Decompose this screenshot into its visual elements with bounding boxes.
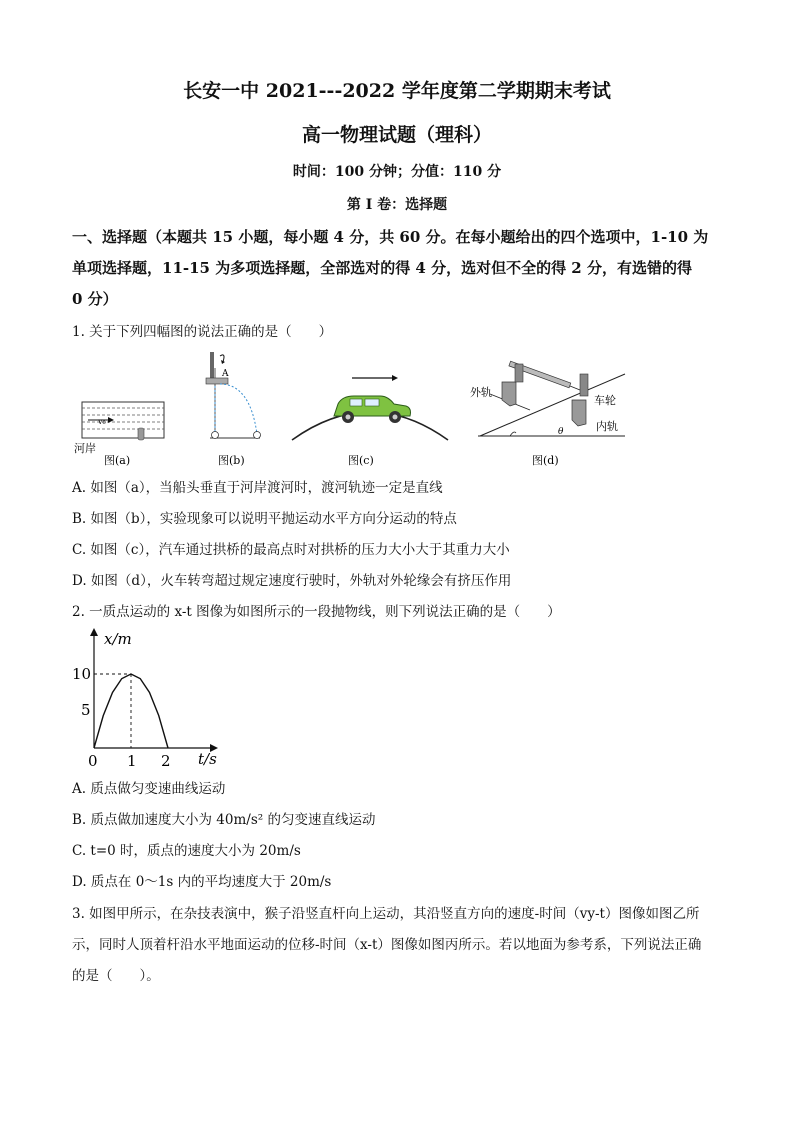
exam-subtitle: 高一物理试题（理科）	[301, 124, 492, 146]
figure-a	[74, 402, 164, 467]
boat-icon	[138, 428, 144, 440]
q1-option-d: D. 如图（d），火车转弯超过规定速度行驶时，外轨对外轮缘会有挤压作用	[72, 573, 512, 589]
figure-d	[470, 361, 625, 467]
q2-option-a: A. 质点做匀变速曲线运动	[72, 781, 226, 797]
angle-theta: θ	[558, 427, 564, 437]
figure-b	[206, 352, 261, 467]
section-instruction-line-2: 单项选择题，11-15 为多项选择题，全部选对的得 4 分，选对但不全的得 2 分，有选错的得	[72, 259, 692, 277]
y-axis-label: x/m	[104, 630, 132, 648]
figure-c-caption: 图(c)	[348, 454, 374, 467]
x-axis-label: t/s	[198, 750, 217, 768]
hammer-icon	[210, 352, 214, 380]
point-a-label: A	[222, 369, 229, 379]
y-tick-label: 10	[72, 665, 92, 683]
ball-icon	[212, 432, 219, 439]
figure-d-caption: 图(d)	[532, 454, 559, 467]
bank-label: 河岸	[74, 442, 96, 455]
figure-a-caption: 图(a)	[104, 454, 131, 467]
x-tick-label: 2	[161, 752, 171, 770]
x-tick-label: 1	[127, 752, 137, 770]
q1-figures	[70, 344, 630, 469]
q1-option-a: A. 如图（a），当船头垂直于河岸渡河时，渡河轨迹一定是直线	[72, 480, 443, 496]
figure-c	[292, 375, 448, 467]
exam-title: 长安一中 2021---2022 学年度第二学期期末考试	[183, 80, 611, 102]
figure-b-caption: 图(b)	[218, 454, 245, 467]
time-score: 时间：100 分钟；分值：110 分	[292, 164, 502, 180]
q2-option-c: C. t=0 时，质点的速度大小为 20m/s	[72, 843, 301, 859]
velocity-label: v₀	[98, 417, 106, 426]
inner-rail-label: 内轨	[596, 420, 618, 433]
car-icon	[334, 396, 411, 423]
q3-line-3: 的是（ ）。	[72, 968, 160, 984]
q3-line-1: 3. 如图甲所示，在杂技表演中，猴子沿竖直杆向上运动，其沿竖直方向的速度-时间（vy-t）图像如图乙所	[72, 906, 700, 922]
y-axis-arrow-icon	[90, 628, 98, 636]
section-instruction-line-1: 一、选择题（本题共 15 小题，每小题 4 分，共 60 分。在每小题给出的四个选项中，1-10 为	[72, 228, 709, 246]
y-tick-label: 5	[81, 701, 91, 719]
outer-rail-label: 外轨	[470, 386, 492, 399]
q2-option-b: B. 质点做加速度大小为 40m/s² 的匀变速直线运动	[72, 812, 376, 828]
q1-option-b: B. 如图（b），实验现象可以说明平抛运动水平方向分运动的特点	[72, 511, 457, 527]
part-title: 第 I 卷：选择题	[346, 197, 448, 213]
ball-icon	[254, 432, 261, 439]
x-tick-label: 0	[88, 752, 98, 770]
q1-option-c: C. 如图（c），汽车通过拱桥的最高点时对拱桥的压力大小大于其重力大小	[72, 542, 510, 558]
q2-option-d: D. 质点在 0～1s 内的平均速度大于 20m/s	[72, 874, 332, 890]
xt-graph	[70, 624, 230, 770]
q2-stem: 2. 一质点运动的 x-t 图像为如图所示的一段抛物线，则下列说法正确的是（ ）	[72, 604, 561, 620]
q3-line-2: 示，同时人顶着杆沿水平地面运动的位移-时间（x-t）图像如图丙所示。若以地面为参考系，下列说法正确	[72, 937, 702, 953]
section-instruction-line-3: 0 分）	[72, 290, 118, 308]
q1-stem: 1. 关于下列四幅图的说法正确的是（ ）	[72, 324, 333, 340]
wheel-label: 车轮	[594, 394, 616, 407]
